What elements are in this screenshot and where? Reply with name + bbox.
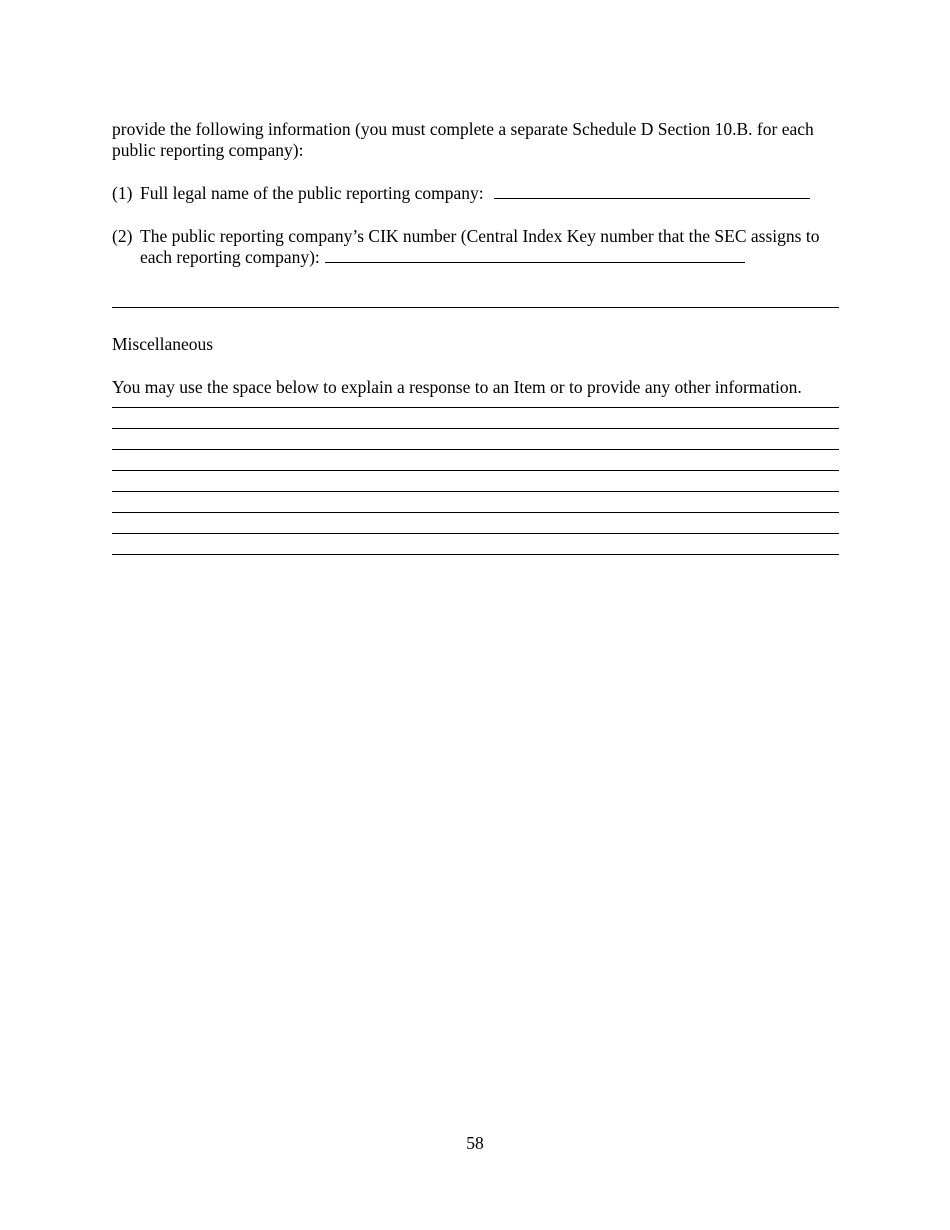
answer-line[interactable] xyxy=(112,492,839,513)
item-2 xyxy=(112,226,840,268)
answer-line[interactable] xyxy=(112,534,839,555)
answer-line[interactable] xyxy=(112,398,839,408)
section-divider xyxy=(112,307,839,308)
answer-line[interactable] xyxy=(112,408,839,429)
page-number: 58 xyxy=(466,1133,484,1153)
miscellaneous-answer-area[interactable] xyxy=(112,398,840,555)
answer-line[interactable] xyxy=(112,471,839,492)
answer-line[interactable] xyxy=(112,513,839,534)
document-page xyxy=(112,119,840,555)
intro-paragraph: provide the following information (you must complete a separate Schedule D Section 10.B. for each public reporting company): xyxy=(112,119,814,160)
item-1-number: (1) xyxy=(112,183,133,203)
public-company-name-field[interactable] xyxy=(494,183,810,199)
item-1-label: Full legal name of the public reporting company: xyxy=(140,183,484,203)
section-heading: Miscellaneous xyxy=(112,334,214,354)
answer-line[interactable] xyxy=(112,450,839,471)
answer-line[interactable] xyxy=(112,429,839,450)
item-1 xyxy=(112,183,840,204)
item-2-label: The public reporting company’s CIK number (Central Index Key number that the SEC assigns to each reporting company): xyxy=(140,226,820,267)
cik-number-field[interactable] xyxy=(325,247,745,263)
miscellaneous-instruction: You may use the space below to explain a response to an Item or to provide any other information. xyxy=(112,377,802,397)
item-2-number: (2) xyxy=(112,226,133,246)
